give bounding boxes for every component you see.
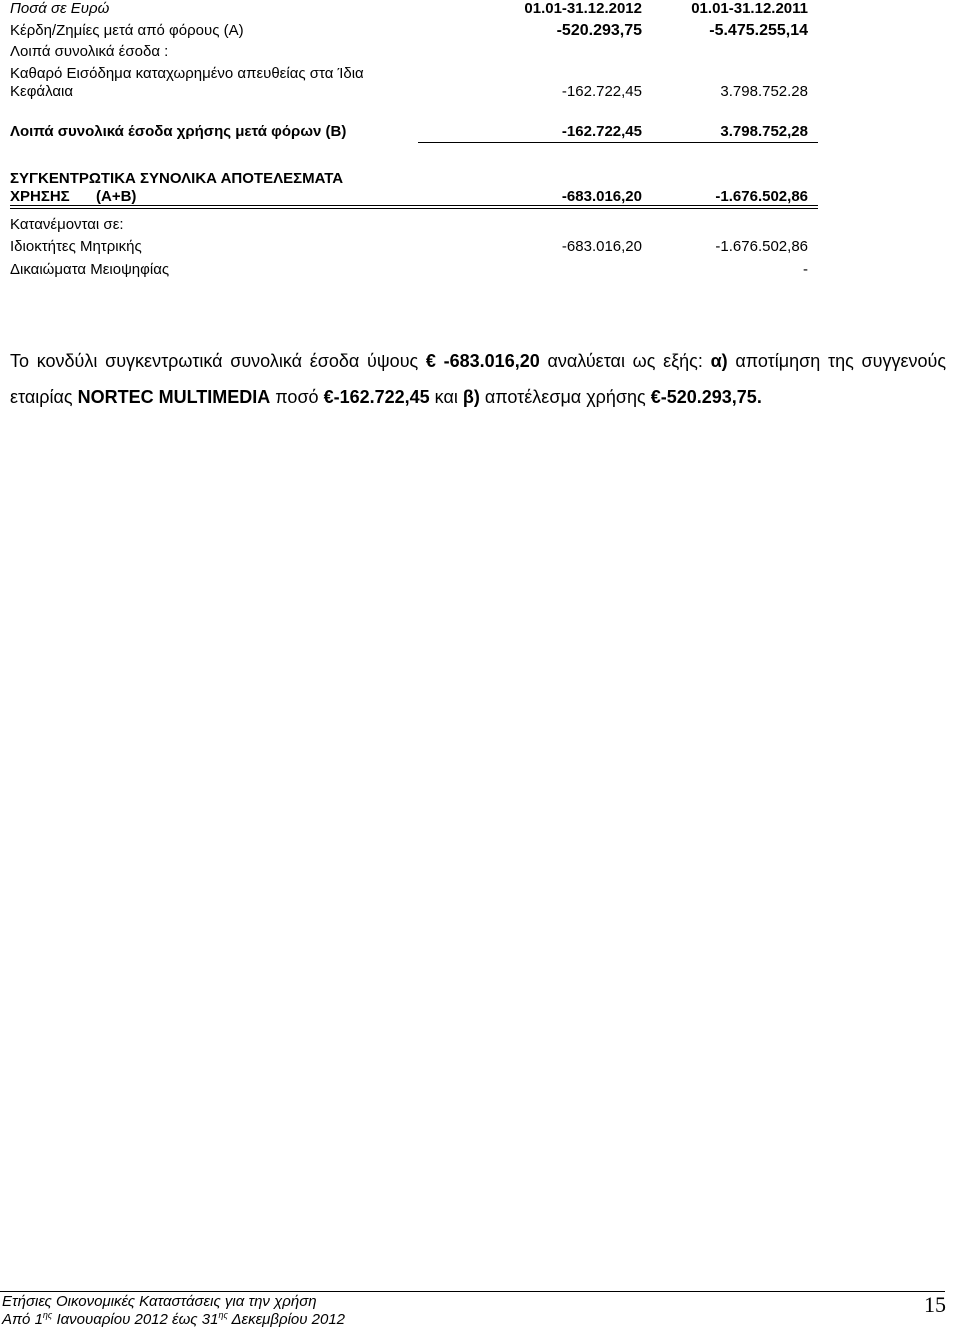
net-income-label-line1: Καθαρό Εισόδημα καταχωρημένο απευθείας στα Ίδια bbox=[10, 65, 364, 82]
owners-label: Ιδιοκτήτες Μητρικής bbox=[10, 238, 142, 255]
footer-line2: Από $1^{\eta\varsigma}$ Ιανουαρίου 2012 έως $31^{\eta\varsigma}$ Δεκεμβρίου 2012 bbox=[2, 1310, 346, 1328]
company-name: NORTEC MULTIMEDIA bbox=[77, 387, 271, 407]
owners-2011: -1.676.502,86 bbox=[715, 238, 808, 255]
subtotal-rule bbox=[418, 142, 818, 143]
footer-rule bbox=[0, 1291, 945, 1292]
result-amount: -520.293,75. bbox=[660, 387, 762, 407]
minority-2011: - bbox=[803, 261, 808, 278]
net-income-label-line2: Κεφάλαια bbox=[10, 83, 74, 100]
euro-symbol: € bbox=[650, 387, 661, 407]
profit-after-tax-2012: -520.293,75 bbox=[556, 22, 642, 39]
column-header-2012: 01.01-31.12.2012 bbox=[524, 0, 642, 17]
currency-label: Ποσά σε Ευρώ bbox=[10, 0, 110, 17]
profit-after-tax-label: Κέρδη/Ζημίες μετά από φόρους (Α) bbox=[10, 22, 244, 39]
euro-symbol: € bbox=[425, 351, 436, 371]
total-2012: -683.016,20 bbox=[561, 188, 642, 205]
other-after-tax-label: Λοιπά συνολικά έσοδα χρήσης μετά φόρων (Β) bbox=[10, 123, 347, 140]
total-amount: -683.016,20 bbox=[435, 351, 540, 371]
total-double-rule bbox=[10, 205, 818, 209]
total-label-line2: ΧΡΗΣΗΣ bbox=[10, 188, 70, 205]
column-header-2011: 01.01-31.12.2011 bbox=[691, 0, 808, 17]
profit-after-tax-2011: -5.475.255,14 bbox=[709, 22, 808, 39]
owners-2012: -683.016,20 bbox=[561, 238, 642, 255]
other-after-tax-2011: 3.798.752,28 bbox=[720, 123, 808, 140]
page-number: 15 bbox=[924, 1292, 946, 1317]
other-after-tax-2012: -162.722,45 bbox=[561, 123, 642, 140]
allocated-heading: Κατανέμονται σε: bbox=[10, 216, 124, 233]
net-income-2012: -162.722,45 bbox=[561, 83, 642, 100]
other-income-heading: Λοιπά συνολικά έσοδα : bbox=[10, 43, 169, 60]
total-label-suffix: (Α+Β) bbox=[96, 188, 137, 205]
net-income-2011: 3.798.752.28 bbox=[720, 83, 808, 100]
total-label-line1: ΣΥΓΚΕΝΤΡΩΤΙΚΑ ΣΥΝΟΛΙΚΑ ΑΠΟΤΕΛΕΣΜΑΤΑ bbox=[10, 170, 344, 187]
euro-symbol: € bbox=[323, 387, 334, 407]
explanatory-paragraph: Το κονδύλι συγκεντρωτικά συνολικά έσοδα ύψους € -683.016,20 αναλύεται ως εξής: α) αποτίμηση της συγγενούς εταιρίας NORTEC MULTIMEDIA ποσό €-162.722,45 και β) αποτέλεσμα χρήσης €-520.293,75. bbox=[10, 351, 946, 407]
valuation-amount: -162.722,45 bbox=[333, 387, 430, 407]
footer-line1: Ετήσιες Οικονομικές Καταστάσεις για την χρήση bbox=[2, 1293, 317, 1310]
total-2011: -1.676.502,86 bbox=[715, 188, 808, 205]
minority-label: Δικαιώματα Μειοψηφίας bbox=[10, 261, 170, 278]
